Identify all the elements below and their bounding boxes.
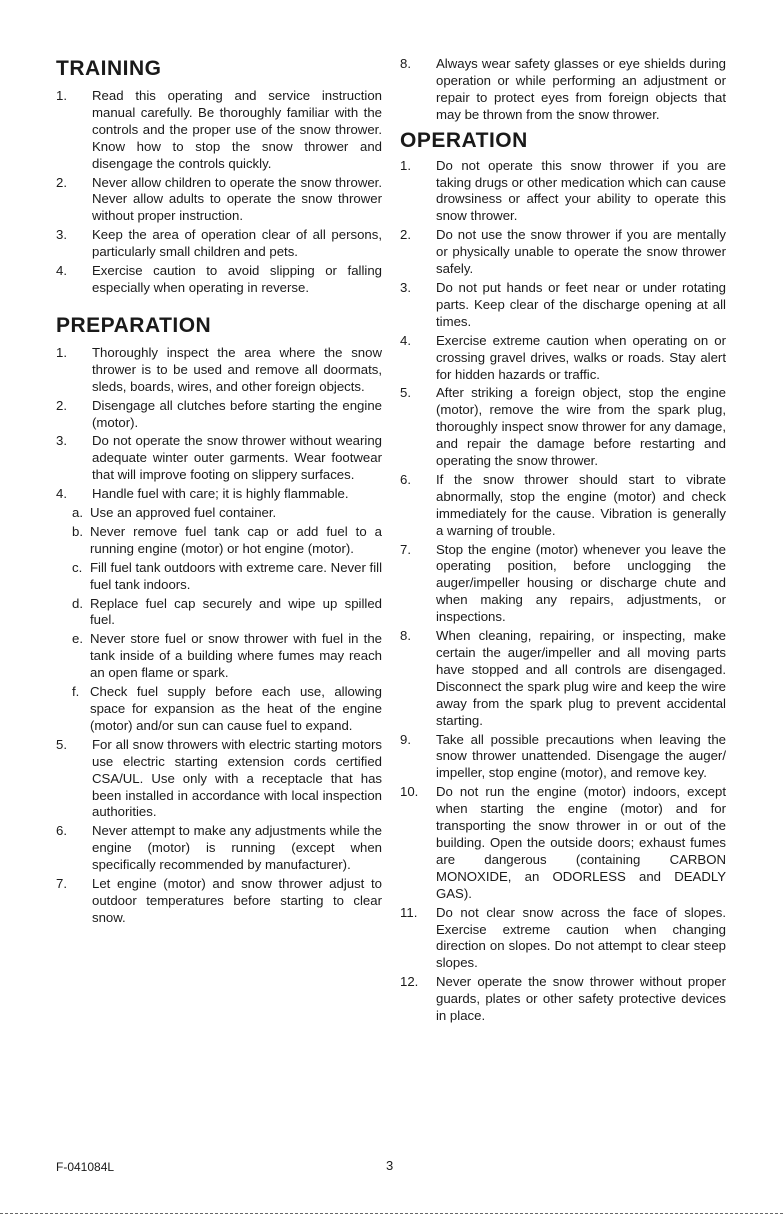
item-text: After striking a foreign object, stop the engine (motor), remove the wire from the spark plug, thoroughly inspect snow thrower for any damage, and repair the damage before restarting and operating the snow thrower.: [436, 385, 726, 469]
list-item: [56, 737, 382, 822]
list-item: [400, 158, 726, 226]
sub-list-item: [56, 524, 382, 558]
sub-list-item: [56, 505, 382, 522]
list-item: [56, 175, 382, 226]
list-item: [56, 398, 382, 432]
list-item: [400, 472, 726, 540]
list-item: [400, 628, 726, 729]
right-column: [400, 56, 726, 1027]
page-edge-divider: [0, 1213, 783, 1214]
list-item: [400, 56, 726, 124]
item-number: 2.: [56, 174, 67, 190]
item-text: Do not run the engine (motor) indoors, except when starting the engine (motor) and for transporting the snow thrower in or out of the building. Open the outside doors; exhaust fumes are dangerous (containing CARBON MONOXIDE, an ODORLESS and DEADLY GAS).: [436, 784, 726, 901]
item-text: Always wear safety glasses or eye shields during operation or while performing an adjustment or repair to protect eyes from foreign objects that may be thrown from the snow thrower.: [436, 56, 726, 122]
list-item: [400, 227, 726, 278]
item-number: 4.: [400, 332, 411, 348]
item-number: 5.: [56, 736, 67, 752]
item-letter: b.: [72, 523, 83, 539]
list-item: [56, 88, 382, 173]
item-text: Do not use the snow thrower if you are mentally or physically unable to operate the snow thrower safely.: [436, 227, 726, 277]
list-item: [400, 784, 726, 902]
item-text: Check fuel supply before each use, allowing space for expansion as the heat of the engine (motor) and/or sun can cause fuel to expand.: [90, 684, 382, 733]
item-number: 9.: [400, 731, 411, 747]
item-number: 3.: [56, 433, 67, 449]
list-item: [56, 823, 382, 874]
item-text: Do not operate this snow thrower if you are taking drugs or other medication which can cause drowsiness or affect your ability to operate this snow thrower.: [436, 157, 726, 224]
item-number: 6.: [56, 823, 67, 839]
list-item: [56, 263, 382, 297]
left-column: [56, 56, 382, 929]
item-text: If the snow thrower should start to vibrate abnormally, stop the engine (motor) and check immediately for the cause. Vibration is generally a warning of trouble.: [436, 471, 726, 538]
training-list: [56, 88, 382, 297]
page-number: 3: [386, 1158, 394, 1173]
item-number: 6.: [400, 471, 411, 487]
sub-list-item: [56, 631, 382, 682]
list-item: [400, 333, 726, 384]
item-text: Let engine (motor) and snow thrower adjust to outdoor temperatures before starting to clear snow.: [92, 876, 382, 925]
preparation-list-continued: [400, 56, 726, 124]
item-number: 10.: [400, 784, 419, 800]
operation-list: [400, 158, 726, 1025]
item-text: Thoroughly inspect the area where the snow thrower is to be used and remove all doormats, sleds, boards, wires, and other foreign objects.: [92, 344, 382, 394]
item-number: 3.: [400, 279, 411, 295]
item-text: Do not clear snow across the face of slopes. Exercise extreme caution when changing direction on slopes. Do not attempt to clear steep slopes.: [436, 904, 726, 971]
item-number: 8.: [400, 628, 411, 644]
item-letter: c.: [72, 559, 83, 575]
list-item: [56, 345, 382, 396]
item-letter: f.: [72, 684, 80, 700]
item-number: 4.: [56, 486, 67, 502]
list-item: [400, 280, 726, 331]
list-item: [400, 905, 726, 973]
item-text: Take all possible precautions when leaving the snow thrower unattended. Disengage the auger/ impeller, stop engine (motor), and remove key.: [436, 731, 726, 781]
list-item: [56, 433, 382, 484]
item-number: 1.: [400, 157, 411, 173]
item-number: 2.: [56, 397, 67, 413]
item-text: Never allow children to operate the snow thrower. Never allow adults to operate the snow thrower without proper instruction.: [92, 174, 382, 224]
fuel-sublist: [56, 505, 382, 735]
item-text: Keep the area of operation clear of all persons, particularly small children and pets.: [92, 227, 382, 260]
item-text: Stop the engine (motor) whenever you leave the operating position, before unclogging the auger/impeller housing or discharge chute and when making any repairs, adjustments, or inspections.: [436, 541, 726, 625]
sub-list-item: [56, 560, 382, 594]
item-text: Handle fuel with care; it is highly flammable.: [92, 486, 349, 502]
item-text: When cleaning, repairing, or inspecting, make certain the auger/impeller and all moving parts have stopped and all controls are disengaged. Disconnect the spark plug wire and keep the wire away from the spark plug to prevent accidental starting.: [436, 628, 726, 728]
list-item: [56, 876, 382, 927]
item-number: 12.: [400, 974, 419, 990]
item-text: Never attempt to make any adjustments while the engine (motor) is running (except when specifically recommended by manufacturer).: [92, 823, 382, 873]
item-number: 7.: [56, 876, 67, 892]
list-item: [400, 542, 726, 627]
item-text: Disengage all clutches before starting the engine (motor).: [92, 397, 382, 430]
item-text: Do not put hands or feet near or under rotating parts. Keep clear of the discharge opening at all times.: [436, 279, 726, 329]
sub-list-item: [56, 596, 382, 630]
item-text: Fill fuel tank outdoors with extreme care. Never fill fuel tank indoors.: [90, 559, 382, 592]
item-text: Read this operating and service instruction manual carefully. Be thoroughly familiar with the controls and the proper use of the snow thrower. Know how to stop the snow thrower and disengage the controls quickly.: [92, 88, 382, 171]
list-item: [56, 227, 382, 261]
document-code: F-041084L: [56, 1160, 115, 1174]
item-text: Never operate the snow thrower without proper guards, plates or other safety protective devices in place.: [436, 974, 726, 1024]
item-text: Never remove fuel tank cap or add fuel to a running engine (motor) or hot engine (motor).: [90, 523, 382, 556]
item-text: Exercise extreme caution when operating on or crossing gravel drives, walks or roads. Stay alert for hidden hazards or traffic.: [436, 332, 726, 382]
item-number: 4.: [56, 263, 67, 279]
item-text: For all snow throwers with electric starting motors use electric starting extension cords certified CSA/UL. Use only with a receptacle that has been installed in accordance with local inspection authorities.: [92, 736, 382, 820]
item-number: 1.: [56, 344, 67, 360]
training-heading: TRAINING: [56, 57, 162, 80]
operation-heading: OPERATION: [400, 128, 528, 152]
item-number: 3.: [56, 227, 67, 243]
item-letter: d.: [72, 595, 83, 611]
item-text: Do not operate the snow thrower without wearing adequate winter outer garments. Wear footwear that will improve footing on slippery surfaces.: [92, 433, 382, 483]
sub-list-item: [56, 684, 382, 735]
item-number: 2.: [400, 227, 411, 243]
preparation-heading: PREPARATION: [56, 313, 212, 337]
list-item: [56, 486, 382, 735]
list-item: [400, 385, 726, 470]
item-number: 5.: [400, 385, 411, 401]
item-text: Exercise caution to avoid slipping or falling especially when operating in reverse.: [92, 263, 382, 295]
item-number: 1.: [56, 88, 67, 103]
item-text: Replace fuel cap securely and wipe up spilled fuel.: [90, 595, 382, 628]
item-letter: e.: [72, 631, 83, 647]
list-item: [400, 974, 726, 1025]
item-number: 7.: [400, 541, 411, 557]
preparation-list: [56, 345, 382, 927]
item-text: Never store fuel or snow thrower with fuel in the tank inside of a building where fumes may reach an open flame or spark.: [90, 631, 382, 681]
item-number: 8.: [400, 56, 411, 71]
list-item: [400, 732, 726, 783]
item-text: Use an approved fuel container.: [90, 505, 277, 521]
item-number: 11.: [400, 904, 418, 920]
item-letter: a.: [72, 505, 83, 521]
